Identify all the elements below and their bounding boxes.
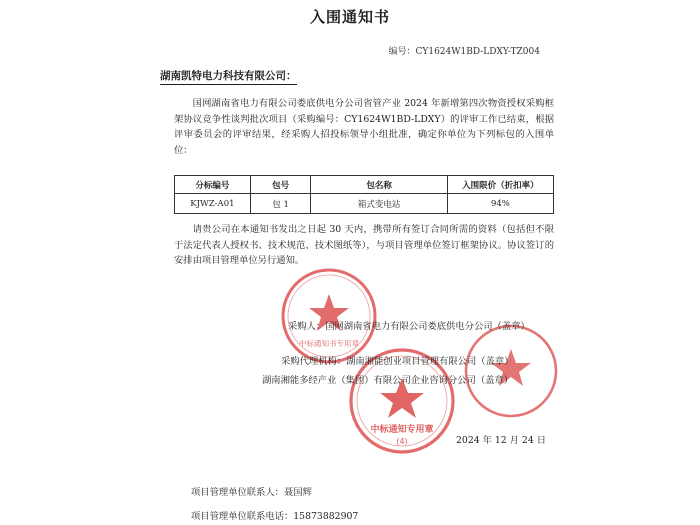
left-seal-label: 中标通知书专用章 — [299, 339, 359, 348]
instructions-paragraph: 请贵公司在本通知书发出之日起 30 天内，携带所有签订合同所需的资料（包括但不限于法定代表人授权书、技术规范、技术图纸等），与项目管理单位签订框架协议。协议签订的安排由项目管理单位另行通知。 — [174, 224, 554, 266]
cell-limit-price: 94% — [447, 194, 553, 214]
header-limit-price: 入围限价（折扣率） — [447, 176, 553, 194]
recipient-name: 湖南凯特电力科技有限公司： — [160, 68, 297, 85]
header-package-name: 包名称 — [311, 176, 447, 194]
contact-person: 项目管理单位联系人：聂国辉 — [191, 487, 312, 498]
consultant-signature: 湖南湘能多经产业（集团）有限公司企业咨询分公司（盖章） — [262, 375, 514, 386]
intro-paragraph: 国网湖南省电力有限公司娄底供电分公司省管产业 2024 年新增第四次物资授权采购框架协议竞争性谈判批次项目（采购编号：CY1624W1BD-LDXY）的评审工作已结束，根据评审委员会的评审结果，经采购人招投标领导小组批准，确定你单位为下列标包的入围单位： — [174, 98, 554, 156]
agent-signature: 采购代理机构：湖南湘能创业项目管理有限公司（盖章） — [281, 356, 514, 367]
table-header-row — [175, 176, 554, 194]
right-seal-number: (4) — [396, 437, 408, 446]
issue-date: 2024 年 12 月 24 日 — [456, 435, 546, 446]
contact-phone: 项目管理单位联系电话：15873882907 — [191, 511, 359, 522]
document-title: 入围通知书 — [309, 8, 390, 26]
agency-seal — [462, 322, 560, 420]
cell-package-number: 包 1 — [250, 194, 311, 214]
document-number: 编号：CY1624W1BD-LDXY-TZ004 — [388, 47, 540, 57]
header-package-number: 包号 — [250, 176, 311, 194]
bid-package-table — [174, 175, 554, 214]
purchaser-signature: 采购人：国网湖南省电力有限公司娄底供电分公司（盖章） — [288, 321, 530, 332]
table-row — [175, 194, 554, 214]
right-seal-label: 中标通知专用章 — [370, 425, 434, 435]
cell-package-name: 箱式变电站 — [311, 194, 447, 214]
header-lot-number: 分标编号 — [175, 176, 251, 194]
cell-lot-number: KJWZ-A01 — [175, 194, 251, 214]
